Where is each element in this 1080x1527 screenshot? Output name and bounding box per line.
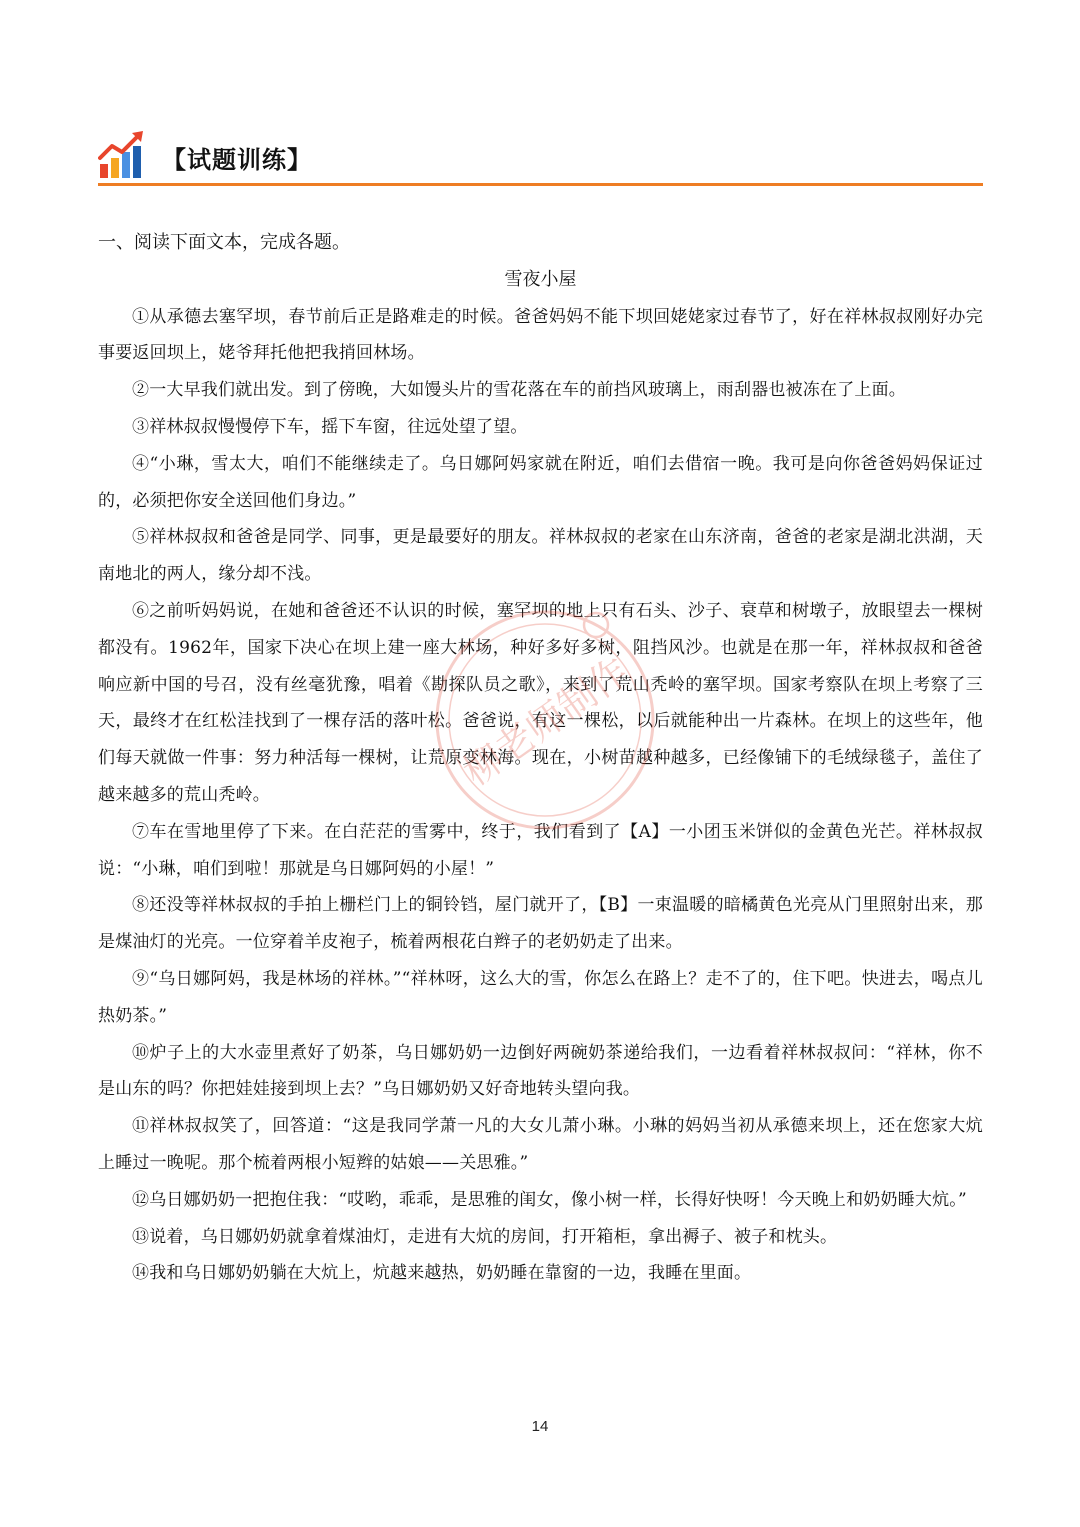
reading-content xyxy=(98,225,983,1292)
header-divider xyxy=(98,183,983,186)
paragraph-13: ⑬说着，乌日娜奶奶就拿着煤油灯，走进有大炕的房间，打开箱柜，拿出褥子、被子和枕头。 xyxy=(132,1226,838,1247)
paragraph-2: ②一大早我们就出发。到了傍晚，大如馒头片的雪花落在车的前挡风玻璃上，雨刮器也被冻在了上面。 xyxy=(132,380,906,401)
paragraph-5: ⑤祥林叔叔和爸爸是同学、同事，更是最要好的朋友。祥林叔叔的老家在山东济南，爸爸的老家是湖北洪湖，天南地北的两人，缘分却不浅。 xyxy=(98,527,983,585)
page-number: 14 xyxy=(531,1418,549,1435)
article-title: 雪夜小屋 xyxy=(504,268,577,290)
bar-chart-trend-icon xyxy=(98,130,146,180)
question-instruction: 一、阅读下面文本，完成各题。 xyxy=(98,232,350,253)
paragraph-9: ⑨“乌日娜阿妈，我是林场的祥林。”“祥林呀，这么大的雪，你怎么在路上？走不了的，住下吧。快进去，喝点儿热奶茶。” xyxy=(98,968,983,1026)
paragraph-3: ③祥林叔叔慢慢停下车，摇下车窗，往远处望了望。 xyxy=(132,416,528,437)
paragraph-1: ①从承德去塞罕坝，春节前后正是路难走的时候。爸爸妈妈不能下坝回姥姥家过春节了，好在祥林叔叔刚好办完事要返回坝上，姥爷拜托他把我捎回林场。 xyxy=(98,306,983,364)
watermark-text: 柳老师制作 xyxy=(455,649,637,795)
paragraph-4: ④“小琳，雪太大，咱们不能继续走了。乌日娜阿妈家就在附近，咱们去借宿一晚。我可是向你爸爸妈妈保证过的，必须把你安全送回他们身边。” xyxy=(98,453,983,511)
paragraph-12: ⑫乌日娜奶奶一把抱住我：“哎哟，乖乖，是思雅的闺女，像小树一样，长得好快呀！今天晚上和奶奶睡大炕。” xyxy=(132,1189,967,1210)
section-title: 【试题训练】 xyxy=(162,146,312,174)
paragraph-11: ⑪祥林叔叔笑了，回答道：“这是我同学萧一凡的大女儿萧小琳。小琳的妈妈当初从承德来坝上，还在您家大炕上睡过一晚呢。那个梳着两根小短辫的姑娘——关思雅。” xyxy=(98,1116,983,1173)
paragraph-6: ⑥之前听妈妈说，在她和爸爸还不认识的时候，塞罕坝的地上只有石头、沙子、衰草和树墩子，放眼望去一棵树都没有。1962年，国家下决心在坝上建一座大林场，种好多好多树，阻挡风沙。也就是在那一年，祥林叔叔和爸爸响应新中国的号召，没有丝毫犹豫，唱着《勘探队员之歌》，来到了荒山秃岭的塞罕坝。国家考察队在坝上考察了三天，最终才在红松洼找到了一棵存活的落叶松。爸爸说，有这一棵松，以后就能种出一片森林。在坝上的这些年，他们每天就做一件事：努力种活每一棵树，让荒原变林海。现在，小树苗越种越多，已经像铺下的毛绒绿毯子，盖住了越来越多的荒山秃岭。 xyxy=(98,600,983,805)
paragraph-8: ⑧还没等祥林叔叔的手拍上栅栏门上的铜铃铛，屋门就开了，【B】一束温暖的暗橘黄色光亮从门里照射出来，那是煤油灯的光亮。一位穿着羊皮袍子，梳着两根花白辫子的老奶奶走了出来。 xyxy=(98,895,983,953)
paragraph-10: ⑩炉子上的大水壶里煮好了奶茶，乌日娜奶奶一边倒好两碗奶茶递给我们，一边看着祥林叔叔问：“祥林，你不是山东的吗？你把娃娃接到坝上去？”乌日娜奶奶又好奇地转头望向我。 xyxy=(98,1042,983,1100)
paragraph-14: ⑭我和乌日娜奶奶躺在大炕上，炕越来越热，奶奶睡在靠窗的一边，我睡在里面。 xyxy=(132,1263,752,1284)
paragraph-7: ⑦车在雪地里停了下来。在白茫茫的雪雾中，终于，我们看到了【A】一小团玉米饼似的金黄色光芒。祥林叔叔说：“小琳，咱们到啦！那就是乌日娜阿妈的小屋！” xyxy=(98,821,983,879)
section-header xyxy=(98,128,983,186)
